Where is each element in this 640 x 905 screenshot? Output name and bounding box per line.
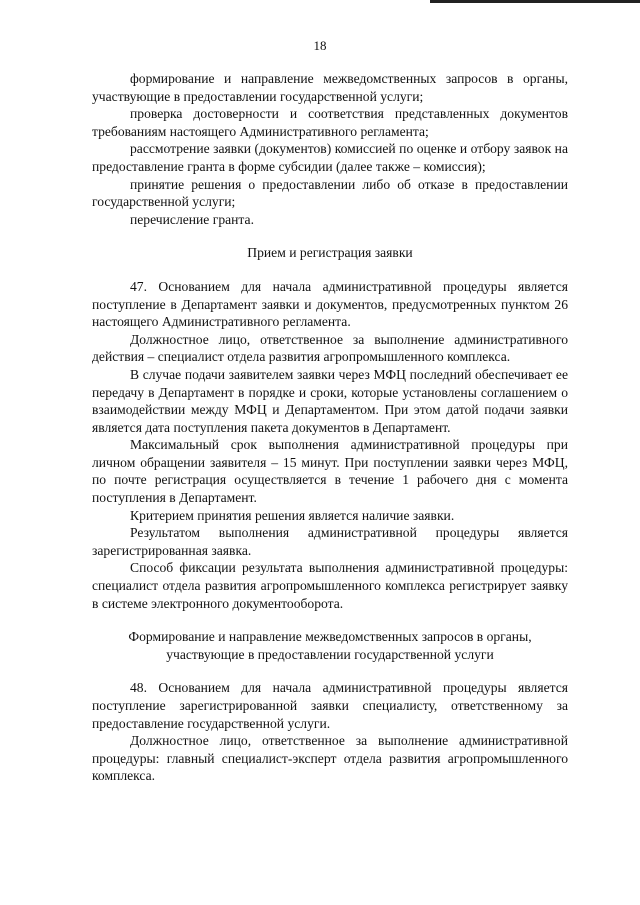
page-number: 18 bbox=[313, 38, 327, 53]
list-item: перечисление гранта. bbox=[130, 211, 254, 227]
list-item: формирование и направление межведомственных запросов в органы, участвующие в предоставлении государственной услуги; bbox=[92, 71, 568, 104]
list-item: принятие решения о предоставлении либо об отказе в предоставлении государственной услуги; bbox=[92, 176, 568, 210]
list-item: проверка достоверности и соответствия представленных документов требованиям настоящего Административного регламента; bbox=[92, 106, 568, 139]
paragraph: Результатом выполнения административной процедуры является зарегистрированная заявка. bbox=[92, 525, 568, 558]
list-item: рассмотрение заявки (документов) комиссией по оценке и отбору заявок на предоставление гранта в форме субсидии (далее также – комиссия); bbox=[92, 141, 568, 174]
paragraph: 47. Основанием для начала административной процедуры является поступление в Департамент заявки и документов, предусмотренных пунктом 26 настоящего Административного регламента. bbox=[92, 278, 568, 330]
section-heading: Прием и регистрация заявки bbox=[247, 245, 413, 261]
procedure-list bbox=[92, 70, 568, 228]
section-heading bbox=[92, 628, 568, 663]
paragraph: Должностное лицо, ответственное за выполнение административного действия – специалист отдела развития агропромышленного комплекса. bbox=[92, 331, 568, 365]
section-body bbox=[92, 278, 568, 612]
section-heading-line: Формирование и направление межведомственных запросов в органы, bbox=[128, 629, 532, 645]
section-heading-line: участвующие в предоставлении государственной услуги bbox=[166, 646, 494, 662]
paragraph: Способ фиксации результата выполнения административной процедуры: специалист отдела развития агропромышленного комплекса регистрирует заявку в системе электронного документооборота. bbox=[92, 560, 568, 611]
paragraph: Критерием принятия решения является наличие заявки. bbox=[130, 507, 455, 523]
paragraph: Должностное лицо, ответственное за выполнение административной процедуры: главный специалист-эксперт отдела развития агропромышленного комплекса. bbox=[92, 733, 568, 784]
top-edge-line bbox=[430, 0, 640, 3]
paragraph: Максимальный срок выполнения административной процедуры при личном обращении заявителя – 15 минут. При поступлении заявки через МФЦ, по почте регистрация осуществляется в течение 1 рабочего дня с момента поступления в Департамент. bbox=[92, 437, 568, 506]
paragraph: В случае подачи заявителем заявки через МФЦ последний обеспечивает ее передачу в Департамент в порядке и сроки, которые установлены соглашением о взаимодействии между МФЦ и Департаментом. При этом датой подачи заявки является дата поступления пакета документов в Департамент. bbox=[92, 366, 568, 435]
page-content bbox=[92, 70, 568, 785]
section-body bbox=[92, 679, 568, 785]
paragraph: 48. Основанием для начала административной процедуры является поступление зарегистрированной заявки специалисту, ответственному за предоставление государственной услуги. bbox=[92, 680, 568, 731]
